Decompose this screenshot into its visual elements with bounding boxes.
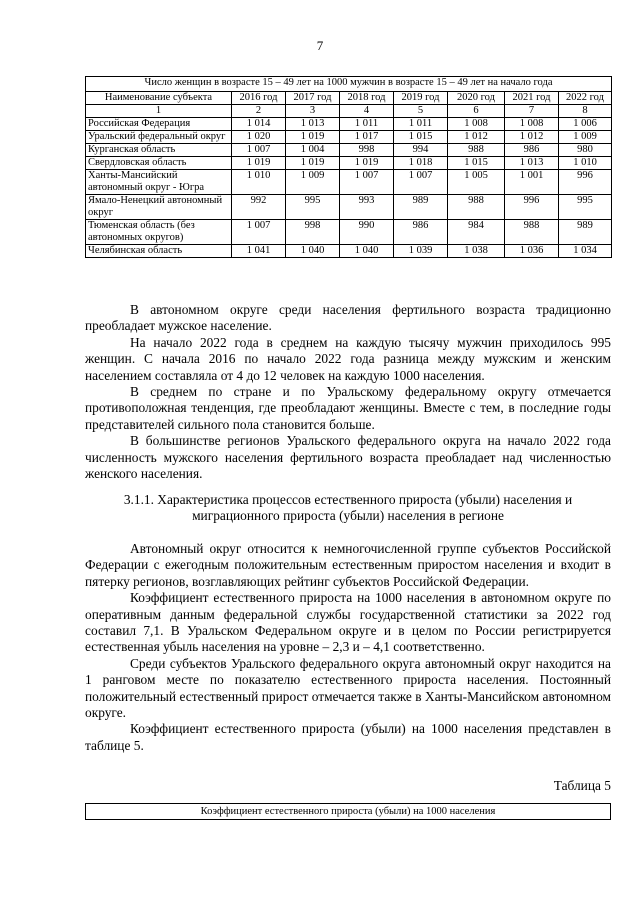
column-number: 6 xyxy=(448,105,505,118)
value-cell: 1 036 xyxy=(505,245,559,258)
value-cell: 1 039 xyxy=(394,245,448,258)
paragraph: На начало 2022 года в среднем на каждую тысячу мужчин приходилось 995 женщин. С начала 2016 по начало 2022 года разница между мужским и женским населением составляла от 4 до 12 человек на каждую 1000 населения. xyxy=(85,334,611,383)
value-cell: 1 034 xyxy=(559,245,612,258)
value-cell: 1 009 xyxy=(286,170,340,195)
region-name-cell: Российская Федерация xyxy=(86,118,232,131)
value-cell: 996 xyxy=(505,195,559,220)
value-cell: 980 xyxy=(559,144,612,157)
value-cell: 990 xyxy=(340,220,394,245)
value-cell: 988 xyxy=(448,195,505,220)
column-header-year: 2017 год xyxy=(286,92,340,105)
value-cell: 995 xyxy=(286,195,340,220)
value-cell: 1 006 xyxy=(559,118,612,131)
value-cell: 993 xyxy=(340,195,394,220)
column-header-name: Наименование субъекта xyxy=(86,92,232,105)
column-number: 5 xyxy=(394,105,448,118)
value-cell: 1 014 xyxy=(232,118,286,131)
region-name-cell: Свердловская область xyxy=(86,157,232,170)
column-header-year: 2016 год xyxy=(232,92,286,105)
value-cell: 1 015 xyxy=(448,157,505,170)
value-cell: 1 013 xyxy=(505,157,559,170)
table-row xyxy=(86,144,612,157)
value-cell: 1 007 xyxy=(394,170,448,195)
value-cell: 1 019 xyxy=(232,157,286,170)
value-cell: 1 008 xyxy=(505,118,559,131)
column-header-year: 2021 год xyxy=(505,92,559,105)
column-number: 7 xyxy=(505,105,559,118)
value-cell: 994 xyxy=(394,144,448,157)
value-cell: 998 xyxy=(340,144,394,157)
value-cell: 1 011 xyxy=(394,118,448,131)
table-row xyxy=(86,118,612,131)
value-cell: 992 xyxy=(232,195,286,220)
column-header-year: 2018 год xyxy=(340,92,394,105)
table-5-label: Таблица 5 xyxy=(553,778,611,793)
table-row xyxy=(86,131,612,144)
value-cell: 995 xyxy=(559,195,612,220)
value-cell: 988 xyxy=(448,144,505,157)
section-heading xyxy=(85,492,611,525)
value-cell: 996 xyxy=(559,170,612,195)
value-cell: 1 040 xyxy=(286,245,340,258)
table-row xyxy=(86,245,612,258)
value-cell: 989 xyxy=(559,220,612,245)
table-row xyxy=(86,157,612,170)
value-cell: 1 019 xyxy=(286,131,340,144)
paragraph: В большинстве регионов Уральского федерального округа на начало 2022 года численность мужского населения фертильного возраста преобладает над численностью женского населения. xyxy=(85,433,611,482)
paragraph: Автономный округ относится к немногочисленной группе субъектов Российской Федерации с ежегодным положительным естественным приростом населения и входит в пятерку регионов, возглавляющих рейтинг субъектов Российской Федерации. xyxy=(85,541,611,589)
table-caption: Число женщин в возрасте 15 – 49 лет на 1000 мужчин в возрасте 15 – 49 лет на начало года xyxy=(86,77,612,92)
column-header-year: 2020 год xyxy=(448,92,505,105)
region-name-cell: Ханты-Мансийский автономный округ - Югра xyxy=(86,170,232,195)
region-name-cell: Курганская область xyxy=(86,144,232,157)
value-cell: 986 xyxy=(394,220,448,245)
value-cell: 1 013 xyxy=(286,118,340,131)
value-cell: 1 012 xyxy=(505,131,559,144)
column-header-year: 2019 год xyxy=(394,92,448,105)
value-cell: 1 007 xyxy=(232,220,286,245)
paragraph: Среди субъектов Уральского федерального округа автономный округ находится на 1 ранговом месте по показателю естественного прироста населения. Постоянный положительный естественный прирост отмечается также в Ханты-Мансийском автономном округе. xyxy=(85,655,611,721)
table-caption: Коэффициент естественного прироста (убыли) на 1000 населения xyxy=(86,804,611,820)
value-cell: 1 020 xyxy=(232,131,286,144)
value-cell: 1 001 xyxy=(505,170,559,195)
column-number: 4 xyxy=(340,105,394,118)
region-name-cell: Уральский федеральный округ xyxy=(86,131,232,144)
region-name-cell: Тюменская область (без автономных округов) xyxy=(86,220,232,245)
natural-growth-table xyxy=(85,803,611,820)
text-block-2 xyxy=(85,541,611,754)
value-cell: 1 008 xyxy=(448,118,505,131)
value-cell: 1 041 xyxy=(232,245,286,258)
value-cell: 1 038 xyxy=(448,245,505,258)
value-cell: 1 019 xyxy=(340,157,394,170)
value-cell: 1 012 xyxy=(448,131,505,144)
value-cell: 1 010 xyxy=(559,157,612,170)
text-block-1 xyxy=(85,302,611,482)
value-cell: 1 005 xyxy=(448,170,505,195)
value-cell: 1 007 xyxy=(340,170,394,195)
table-row xyxy=(86,220,612,245)
value-cell: 989 xyxy=(394,195,448,220)
column-number: 3 xyxy=(286,105,340,118)
value-cell: 1 009 xyxy=(559,131,612,144)
value-cell: 986 xyxy=(505,144,559,157)
value-cell: 1 011 xyxy=(340,118,394,131)
page-number: 7 xyxy=(316,38,324,53)
region-name-cell: Ямало-Ненецкий автономный округ xyxy=(86,195,232,220)
value-cell: 1 040 xyxy=(340,245,394,258)
value-cell: 988 xyxy=(505,220,559,245)
value-cell: 1 017 xyxy=(340,131,394,144)
table-row xyxy=(86,170,612,195)
value-cell: 998 xyxy=(286,220,340,245)
section-heading-line: миграционного прироста (убыли) населения в регионе xyxy=(192,508,504,524)
column-number: 8 xyxy=(559,105,612,118)
value-cell: 1 004 xyxy=(286,144,340,157)
women-per-men-table xyxy=(85,76,612,258)
column-number: 1 xyxy=(86,105,232,118)
paragraph: Коэффициент естественного прироста на 1000 населения в автономном округе по оперативным данным федеральной службы государственной статистики за 2022 год составил 7,1. В Уральском Федеральном округе и в целом по России регистрируется естественная убыль населения на уровне – 2,3 и – 4,1 соответственно. xyxy=(85,590,611,655)
section-heading-line: 3.1.1. Характеристика процессов естественного прироста (убыли) населения и xyxy=(123,492,573,507)
paragraph: Коэффициент естественного прироста (убыли) на 1000 населения представлен в таблице 5. xyxy=(85,721,611,753)
column-number: 2 xyxy=(232,105,286,118)
paragraph: В автономном округе среди населения фертильного возраста традиционно преобладает мужское население. xyxy=(85,302,611,334)
value-cell: 1 018 xyxy=(394,157,448,170)
paragraph: В среднем по стране и по Уральскому федеральному округу отмечается противоположная тенденция, где преобладают женщины. Вместе с тем, в последние годы представителей сильного пола становится больше. xyxy=(85,384,611,432)
value-cell: 1 019 xyxy=(286,157,340,170)
column-header-year: 2022 год xyxy=(559,92,612,105)
table-row xyxy=(86,195,612,220)
value-cell: 1 007 xyxy=(232,144,286,157)
value-cell: 1 015 xyxy=(394,131,448,144)
region-name-cell: Челябинская область xyxy=(86,245,232,258)
value-cell: 1 010 xyxy=(232,170,286,195)
value-cell: 984 xyxy=(448,220,505,245)
